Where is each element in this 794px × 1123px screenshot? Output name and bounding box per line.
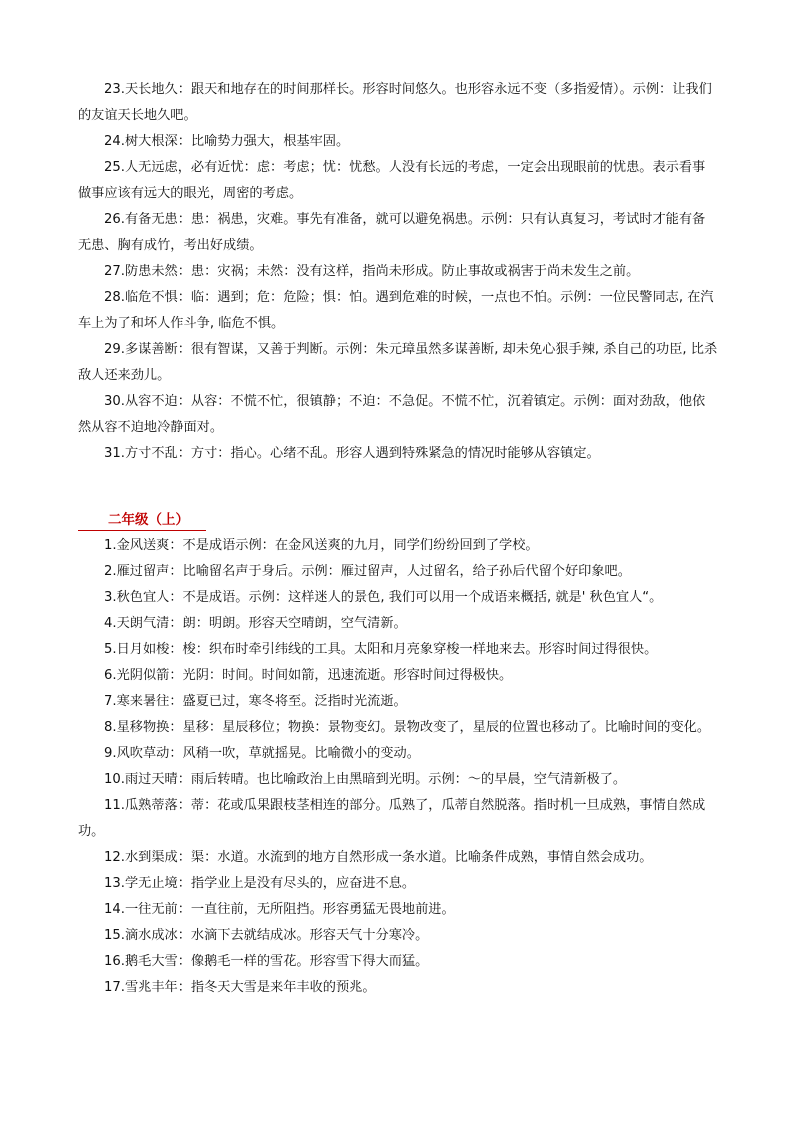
idiom-entry: 23.天长地久：跟天和地存在的时间那样长。形容时间悠久。也形容永远不变（多指爱情）。示例：让我们的友谊天长地久吧。	[78, 82, 712, 123]
idiom-list-grade2	[78, 533, 718, 1001]
idiom-entry: 2.雁过留声：比喻留名声于身后。示例：雁过留声，人过留名，给子孙后代留个好印象吧。	[104, 564, 631, 579]
idiom-entry: 15.滴水成冰：水滴下去就结成冰。形容天气十分寒冷。	[104, 928, 429, 943]
idiom-entry: 8.星移物换：星移：星辰移位；物换：景物变幻。景物改变了，星辰的位置也移动了。比喻时间的变化。	[104, 720, 711, 735]
idiom-entry: 12.水到渠成：渠：水道。水流到的地方自然形成一条水道。比喻条件成熟，事情自然会成功。	[104, 850, 653, 865]
idiom-entry: 27.防患未然：患：灾祸；未然：没有这样，指尚未形成。防止事故或祸害于尚未发生之前。	[104, 264, 640, 279]
idiom-entry: 14.一往无前：一直往前，无所阻挡。形容勇猛无畏地前进。	[104, 902, 455, 917]
idiom-entry: 11.瓜熟蒂落：蒂：花或瓜果跟枝茎相连的部分。瓜熟了，瓜蒂自然脱落。指时机一旦成熟，事情自然成功。	[78, 798, 706, 839]
idiom-entry: 6.光阴似箭：光阴：时间。时间如箭，迅速流逝。形容时间过得极快。	[104, 668, 513, 683]
section-title: 二年级（上）	[108, 512, 189, 528]
idiom-entry: 7.寒来暑往：盛夏已过，寒冬将至。泛指时光流逝。	[104, 694, 407, 709]
idiom-entry: 29.多谋善断：很有智谋，又善于判断。示例：朱元璋虽然多谋善断, 却未免心狠手辣, 杀自己的功臣, 比杀敌人还来劲儿。	[78, 342, 718, 383]
idiom-entry: 3.秋色宜人：不是成语。示例：这样迷人的景色, 我们可以用一个成语来概括, 就是' 秋色宜人“。	[104, 590, 663, 605]
idiom-entry: 13.学无止境：指学业上是没有尽头的，应奋进不息。	[104, 876, 416, 891]
idiom-entry: 4.天朗气清：朗：明朗。形容天空晴朗，空气清新。	[104, 616, 407, 631]
idiom-entry: 26.有备无患：患：祸患，灾难。事先有准备，就可以避免祸患。示例：只有认真复习，考试时才能有备无患、胸有成竹，考出好成绩。	[78, 212, 706, 253]
idiom-entry: 25.人无远虑，必有近忧：虑：考虑；忧：忧愁。人没有长远的考虑，一定会出现眼前的忧患。表示看事做事应该有远大的眼光，周密的考虑。	[78, 160, 706, 201]
idiom-entry: 17.雪兆丰年：指冬天大雪是来年丰收的预兆。	[104, 980, 376, 995]
idiom-entry: 9.风吹草动：风稍一吹，草就摇晃。比喻微小的变动。	[104, 746, 420, 761]
idiom-list-continued	[78, 77, 718, 467]
idiom-entry: 30.从容不迫：从容：不慌不忙，很镇静；不迫：不急促。不慌不忙，沉着镇定。示例：面对劲敌，他依然从容不迫地冷静面对。	[78, 394, 706, 435]
idiom-entry: 5.日月如梭：梭：织布时牵引纬线的工具。太阳和月亮象穿梭一样地来去。形容时间过得很快。	[104, 642, 658, 657]
idiom-entry: 28.临危不惧：临：遇到；危：危险；惧：怕。遇到危难的时候，一点也不怕。示例：一位民警同志, 在汽车上为了和坏人作斗争, 临危不惧。	[78, 290, 714, 331]
idiom-entry: 1.金风送爽：不是成语示例：在金风送爽的九月，同学们纷纷回到了学校。	[104, 538, 539, 553]
grade-section-heading	[78, 510, 206, 531]
idiom-entry: 24.树大根深：比喻势力强大，根基牢固。	[104, 134, 350, 149]
idiom-entry: 10.雨过天晴：雨后转晴。也比喻政治上由黑暗到光明。示例：～的早晨，空气清新极了。	[104, 772, 627, 787]
idiom-entry: 31.方寸不乱：方寸：指心。心绪不乱。形容人遇到特殊紧急的情况时能够从容镇定。	[104, 446, 600, 461]
idiom-entry: 16.鹅毛大雪：像鹅毛一样的雪花。形容雪下得大而猛。	[104, 954, 429, 969]
